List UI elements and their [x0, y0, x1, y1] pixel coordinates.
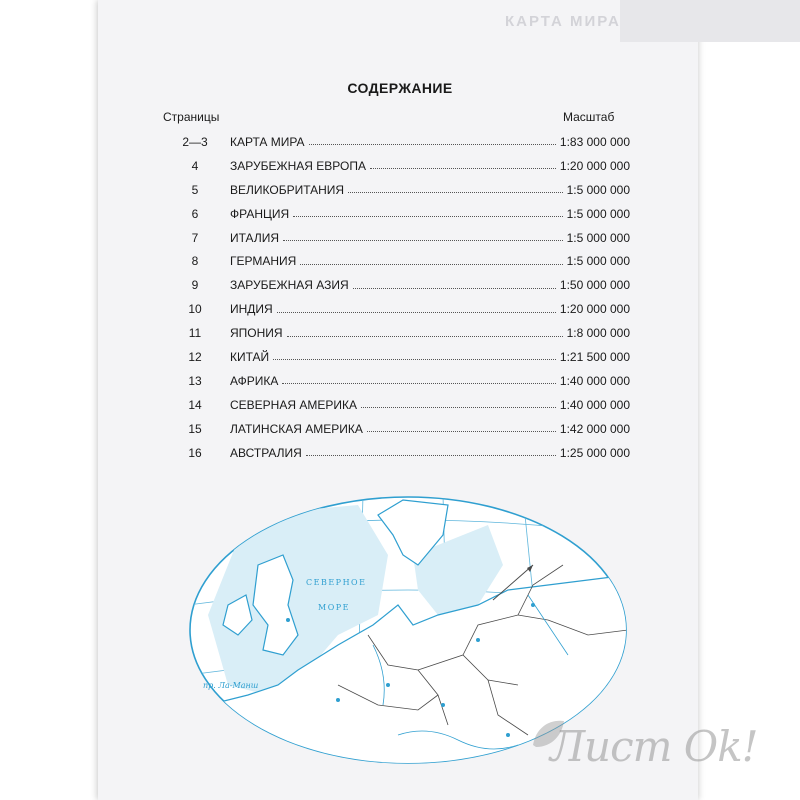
toc-entry [160, 249, 630, 273]
adjacent-page-header-text: КАРТА МИРА [505, 13, 621, 30]
toc-map-scale: 1:5 000 000 [566, 206, 630, 221]
toc-leader-dots [367, 421, 556, 432]
toc-map-scale: 1:83 000 000 [559, 134, 630, 149]
toc-leader-dots [309, 134, 556, 145]
toc-entry [160, 441, 630, 465]
toc-page-number: 13 [188, 373, 202, 388]
toc-title: СОДЕРЖАНИЕ [347, 80, 453, 96]
watermark-text: Лист Ok! [550, 722, 758, 771]
toc-leader-dots [300, 254, 562, 265]
toc-map-scale: 1:25 000 000 [559, 445, 630, 460]
toc-leader-dots [273, 349, 556, 360]
toc-map-name: ЛАТИНСКАЯ АМЕРИКА [230, 421, 363, 436]
toc-leader-dots [283, 230, 563, 241]
toc-map-name: ФРАНЦИЯ [230, 206, 290, 221]
toc-page-number: 6 [191, 206, 199, 221]
toc-leader-dots [306, 445, 556, 456]
toc-entry [160, 202, 630, 226]
toc-entry [160, 321, 630, 345]
toc-map-name: АВСТРАЛИЯ [230, 445, 302, 460]
toc-entry [160, 178, 630, 202]
toc-leader-dots [361, 397, 556, 408]
toc-entry [160, 417, 630, 441]
adjacent-page-header-strip [620, 0, 800, 42]
toc-page-number: 2—3 [182, 134, 208, 149]
toc-map-scale: 1:20 000 000 [559, 302, 630, 317]
toc-map-name: ВЕЛИКОБРИТАНИЯ [230, 182, 345, 197]
toc-map-scale: 1:20 000 000 [559, 158, 630, 173]
toc-leader-dots [287, 326, 563, 337]
toc-entry [160, 226, 630, 250]
toc-map-scale: 1:40 000 000 [559, 397, 630, 412]
strait-label: пр. Ла-Манш [203, 681, 259, 690]
toc-map-name: ЗАРУБЕЖНАЯ АЗИЯ [230, 278, 349, 293]
toc-page-number: 7 [191, 230, 199, 245]
toc-map-name: ЯПОНИЯ [230, 326, 283, 341]
toc-page-number: 5 [191, 182, 199, 197]
toc-scale-column-header: Масштаб [563, 110, 615, 124]
toc-leader-dots [370, 158, 556, 169]
toc-leader-dots [353, 278, 556, 289]
toc-entry [160, 273, 630, 297]
sea-label-line-2: МОРЕ [318, 603, 350, 612]
toc-map-name: СЕВЕРНАЯ АМЕРИКА [230, 397, 357, 412]
toc-map-scale: 1:50 000 000 [559, 278, 630, 293]
toc-map-scale: 1:5 000 000 [566, 254, 630, 269]
toc-entry [160, 130, 630, 154]
toc-map-scale: 1:21 500 000 [559, 349, 630, 364]
toc-map-name: ЗАРУБЕЖНАЯ ЕВРОПА [230, 158, 366, 173]
toc-page-number: 12 [188, 349, 202, 364]
toc-page-number: 16 [188, 445, 202, 460]
toc-page-number: 15 [188, 421, 202, 436]
toc-page-number: 10 [188, 302, 202, 317]
toc-entry [160, 369, 630, 393]
toc-list [160, 130, 630, 464]
toc-map-name: ИТАЛИЯ [230, 230, 279, 245]
toc-page-number: 8 [191, 254, 199, 269]
toc-entry [160, 393, 630, 417]
toc-map-name: ГЕРМАНИЯ [230, 254, 297, 269]
toc-leader-dots [348, 182, 563, 193]
toc-map-scale: 1:8 000 000 [566, 326, 630, 341]
toc-leader-dots [282, 373, 556, 384]
toc-map-scale: 1:5 000 000 [566, 182, 630, 197]
toc-map-name: АФРИКА [230, 373, 279, 388]
toc-map-scale: 1:5 000 000 [566, 230, 630, 245]
toc-map-name: КАРТА МИРА [230, 134, 305, 149]
watermark-logo [528, 715, 783, 785]
toc-map-name: КИТАЙ [230, 349, 270, 364]
toc-page-number: 9 [191, 278, 199, 293]
toc-page-number: 11 [188, 326, 202, 341]
toc-page-number: 14 [188, 397, 202, 412]
toc-leader-dots [277, 302, 556, 313]
toc-entry [160, 297, 630, 321]
sea-label-line-1: СЕВЕРНОЕ [306, 578, 367, 587]
toc-entry [160, 345, 630, 369]
toc-map-name: ИНДИЯ [230, 302, 273, 317]
toc-entry [160, 154, 630, 178]
toc-page-number: 4 [191, 158, 199, 173]
toc-pages-column-header: Страницы [163, 110, 220, 124]
toc-map-scale: 1:42 000 000 [559, 421, 630, 436]
toc-leader-dots [293, 206, 562, 217]
toc-map-scale: 1:40 000 000 [559, 373, 630, 388]
